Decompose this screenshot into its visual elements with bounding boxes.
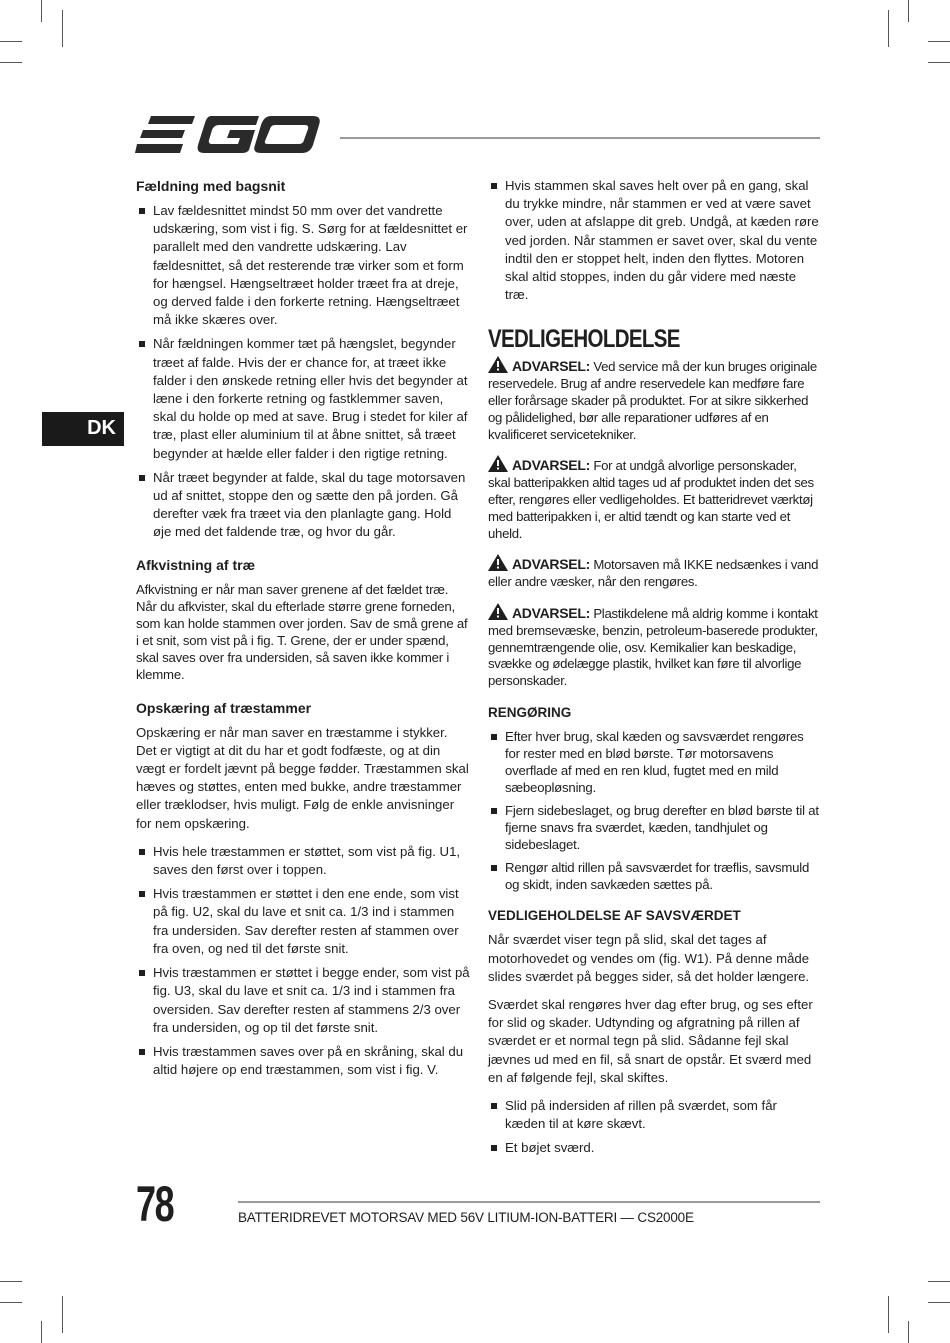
warning-label: ADVARSEL: bbox=[512, 604, 590, 621]
heading-cleaning: RENGØRING bbox=[488, 704, 572, 720]
crop-mark bbox=[0, 1302, 22, 1303]
header-rule bbox=[340, 137, 820, 139]
warning-text: For at undgå alvorlige personskader, skal batteripakken altid tages ud af produktet inden det ses efter, rengøres eller vedligeholdes. Et batteridrevet værktøj med batteripakken i, er altid tændt og kan starte ved et uheld. bbox=[488, 458, 814, 541]
warning-block bbox=[488, 356, 820, 443]
list-item: Et bøjet sværd. bbox=[488, 1139, 820, 1157]
warning-text: Motorsaven må IKKE nedsænkes i vand eller andre væsker, når den rengøres. bbox=[488, 557, 819, 590]
list-item: Rengør altid rillen på savsværdet for træflis, savsmuld og skidt, inden savkæden sættes på. bbox=[488, 859, 820, 893]
continued-list bbox=[488, 177, 820, 304]
footer-rule bbox=[238, 1201, 820, 1203]
list-item: Hvis træstammen er støttet i begge ender, som vist på fig. U3, skal du lave et snit ca. 1/3 ind i stammen fra oversiden. Sav derefter resten af stammens 2/3 over fra undersiden, og op til det første snit. bbox=[136, 964, 470, 1037]
warning-text: Ved service må der kun bruges originale reservedele. Brug af andre reservedele kan medføre fare eller forårsage skader på produktet. For at sikre sikkerhed og pålidelighed, bør alle reparationer udføres af en kvalificeret servicetekniker. bbox=[488, 359, 817, 442]
ego-logo bbox=[135, 112, 321, 163]
bullet-icon bbox=[491, 1103, 497, 1109]
heading-felling: Fældning med bagsnit bbox=[136, 178, 286, 194]
right-column bbox=[488, 177, 820, 1166]
list-item: Efter hver brug, skal kæden og savsværdet rengøres for rester med en blød børste. Tør motorsavens overflade af med en ren klud, fugtet med en mild sæbeopløsning. bbox=[488, 728, 820, 796]
bullet-icon bbox=[139, 1049, 145, 1055]
bullet-icon bbox=[491, 865, 497, 871]
warning-label: ADVARSEL: bbox=[512, 358, 590, 375]
list-item: Fjern sidebeslaget, og brug derefter en blød børste til at fjerne snavs fra sværdet, kæden, tandhjulet og sidebeslaget. bbox=[488, 802, 820, 853]
felling-list bbox=[136, 202, 470, 542]
language-tab bbox=[42, 412, 124, 446]
list-item: Hvis stammen skal saves helt over på en gang, skal du trykke mindre, når stammen er ved at være savet over, uden at afslappe dit greb. Undgå, at kæden røre ved jorden. Når stammen er savet over, skal du vente indtil den er stoppet helt, inden den flyttes. Motoren skal altid stoppes, inden du går videre med næste træ. bbox=[488, 177, 820, 304]
section-title: VEDLIGEHOLDELSE bbox=[488, 325, 680, 354]
heading-limbing: Afkvistning af træ bbox=[136, 556, 256, 573]
crop-mark bbox=[888, 10, 889, 47]
heading-bar-maintenance: VEDLIGEHOLDELSE AF SAVSVÆRDET bbox=[488, 908, 741, 924]
bullet-icon bbox=[139, 970, 145, 976]
page-number: 78 bbox=[136, 1176, 174, 1232]
bullet-icon bbox=[139, 891, 145, 897]
list-item: Lav fældesnittet mindst 50 mm over det vandrette udskæring, som vist i fig. S. Sørg for at fældesnittet er parallelt med den vandrette udskæring. Lav fældesnittet, så det resterende træ virker som et form for hængsel. Hængseltræet holder træet fra at dreje, og derved falde i den forkerte retning. Hængseltræet må ikke skæres over. bbox=[136, 202, 470, 329]
warning-triangle-icon bbox=[488, 455, 508, 472]
crop-mark bbox=[928, 1281, 950, 1282]
warning-triangle-icon bbox=[488, 554, 508, 571]
list-item: Hvis træstammen saves over på en skråning, skal du altid højere op end træstammen, som vist i fig. V. bbox=[136, 1043, 470, 1079]
bullet-icon bbox=[491, 183, 497, 189]
heading-bucking: Opskæring af træstammer bbox=[136, 699, 312, 716]
bullet-icon bbox=[139, 208, 145, 214]
list-item: Når træet begynder at falde, skal du tage motorsaven ud af snittet, stoppe den og sætte den på jorden. Gå derefter væk fra træet via den planlagte gang. Hold øje med det faldende træ, og hvor du går. bbox=[136, 469, 470, 542]
list-item: Hvis træstammen er støttet i den ene ende, som vist på fig. U2, skal du lave et snit ca. 1/3 ind i stammen fra undersiden. Sav derefter resten af stammen over fra oven, og ned til det første snit. bbox=[136, 885, 470, 958]
bar-paragraph-1: Når sværdet viser tegn på slid, skal det tages af motorhovedet og vendes om (fig. W1). På denne måde slides sværdet på begges sider, så det holder længere. bbox=[488, 932, 810, 984]
crop-mark bbox=[0, 41, 22, 42]
crop-mark bbox=[0, 62, 22, 63]
bullet-icon bbox=[491, 1145, 497, 1151]
left-column bbox=[136, 177, 470, 1087]
warning-block bbox=[488, 554, 820, 591]
crop-mark bbox=[928, 1302, 950, 1303]
list-item: Slid på indersiden af rillen på sværdet, som får kæden til at køre skævt. bbox=[488, 1097, 820, 1133]
warning-label: ADVARSEL: bbox=[512, 556, 590, 573]
bullet-icon bbox=[491, 808, 497, 814]
crop-mark bbox=[908, 1321, 909, 1343]
crop-mark bbox=[41, 0, 42, 22]
crop-mark bbox=[928, 41, 950, 42]
warning-block bbox=[488, 455, 820, 542]
list-item: Når fældningen kommer tæt på hængslet, begynder træet af falde. Hvis der er chance for, at træet ikke falder i den ønskede retning eller hvis det begynder at læne i den forkerte retning og fastklemmer saven, skal du holde op med at save. Brug i stedet for kiler af træ, plast eller aluminium til at åbne snittet, så træet begynder at hælde eller falder i den rigtige retning. bbox=[136, 335, 470, 462]
limbing-paragraph: Afkvistning er når man saver grenene af det fældet træ. Når du afkvister, skal du efterlade større grene forneden, som kan holde stammen over jorden. Sav de små grene af i et snit, som vist på i fig. T. Grene, der er under spænd, skal saves over fra undersiden, så saven ikke kommer i klemme. bbox=[136, 581, 468, 682]
language-tab-label: DK bbox=[87, 417, 116, 439]
bullet-icon bbox=[139, 341, 145, 347]
bar-list bbox=[488, 1097, 820, 1158]
bullet-icon bbox=[139, 475, 145, 481]
crop-mark bbox=[908, 0, 909, 22]
cleaning-list bbox=[488, 728, 820, 893]
bar-paragraph-2: Sværdet skal rengøres hver dag efter brug, og ses efter for slid og skader. Udtynding og afgratning på rillen af sværdet er et normal tegn på slid. Sådanne fejl skal jævnes ud med en fil, så snart de opstår. Et sværd med en af følgende fejl, skal skiftes. bbox=[488, 996, 813, 1085]
bucking-paragraph: Opskæring er når man saver en træstamme i stykker. Det er vigtigt at dit du har et godt fodfæste, og at din vægt er fordelt jævnt på begge fødder. Træstammen skal hæves og støttes, enten med bukke, andre træstammer eller træklodser, hvis muligt. Følg de enkle anvisninger for nem opskæring. bbox=[136, 724, 469, 831]
list-item: Hvis hele træstammen er støttet, som vist på fig. U1, saves den først over i toppen. bbox=[136, 843, 470, 879]
warning-label: ADVARSEL: bbox=[512, 457, 590, 474]
bullet-icon bbox=[491, 734, 497, 740]
crop-mark bbox=[62, 10, 63, 47]
crop-mark bbox=[928, 62, 950, 63]
crop-mark bbox=[41, 1321, 42, 1343]
warning-triangle-icon bbox=[488, 603, 508, 620]
warning-triangle-icon bbox=[488, 356, 508, 373]
warning-text: Plastikdelene må aldrig komme i kontakt med bremsevæske, benzin, petroleum-baserede produkter, gennemtrængende olie, osv. Kemikalier kan beskadige, svække og ødelægge plastik, hvilket kan føre til alvorlige personskader. bbox=[488, 605, 818, 689]
warning-block bbox=[488, 603, 820, 690]
crop-mark bbox=[888, 1296, 889, 1333]
crop-mark bbox=[62, 1296, 63, 1333]
crop-mark bbox=[0, 1281, 22, 1282]
bullet-icon bbox=[139, 849, 145, 855]
footer-text: BATTERIDREVET MOTORSAV MED 56V LITIUM-ION-BATTERI — CS2000E bbox=[238, 1210, 694, 1225]
bucking-list bbox=[136, 843, 470, 1079]
